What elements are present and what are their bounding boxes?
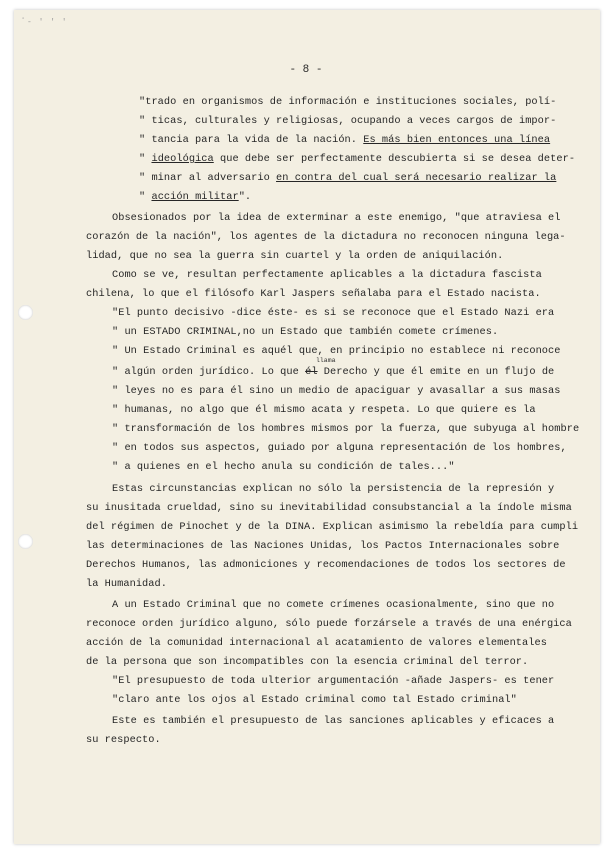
text-line: " leyes no es para él sino un medio de apaciguar y avasallar a sus masas xyxy=(112,385,561,397)
text-line: lidad, que no sea la guerra sin cuartel y la orden de aniquilación. xyxy=(86,250,504,262)
page-number: - 8 - xyxy=(289,64,323,76)
text-line: " minar al adversario en contra del cual será necesario realizar la xyxy=(139,172,557,184)
text-line: las determinaciones de las Naciones Unidas, los Pactos Internacionales sobre xyxy=(86,540,560,552)
text-line: " Un Estado Criminal es aquél que, en principio no establece ni reconoce xyxy=(112,345,561,357)
text-line: "El punto decisivo -dice éste- es si se reconoce que el Estado Nazi era xyxy=(112,307,555,319)
text-line: " tancia para la vida de la nación. Es más bien entonces una línea xyxy=(139,134,551,146)
text-line: " acción militar". xyxy=(139,191,252,203)
text-line: corazón de la nación", los agentes de la dictadura no reconocen ninguna lega- xyxy=(86,231,566,243)
text-line: Como se ve, resultan perfectamente aplicables a la dictadura fascista xyxy=(112,269,542,281)
text-line: " transformación de los hombres mismos por la fuerza, que subyuga al hombre xyxy=(112,423,580,435)
text-line: reconoce orden jurídico alguno, sólo puede forzársele a través de una enérgica xyxy=(86,618,572,630)
corner-mark: ﾟ- ' ' ' xyxy=(22,18,68,27)
text-line: Estas circunstancias explican no sólo la persistencia de la represión y xyxy=(112,483,555,495)
text-line: " un ESTADO CRIMINAL,no un Estado que también comete crímenes. xyxy=(112,326,499,338)
text-line: " algún orden jurídico. Lo que él Derecho y que él emite en un flujo de xyxy=(112,366,555,378)
text-line: acción de la comunidad internacional al acatamiento de valores elementales xyxy=(86,637,547,649)
text-line: Este es también el presupuesto de las sanciones aplicables y eficaces a xyxy=(112,715,555,727)
text-line: " humanas, no algo que él mismo acata y respeta. Lo que quiere es la xyxy=(112,404,536,416)
text-line: la Humanidad. xyxy=(86,578,167,590)
text-line: "trado en organismos de información e instituciones sociales, polí- xyxy=(139,96,557,108)
interlinear-insert: llama xyxy=(316,357,336,364)
text-line: "El presupuesto de toda ulterior argumentación -añade Jaspers- es tener xyxy=(112,675,555,687)
text-line: " a quienes en el hecho anula su condición de tales..." xyxy=(112,461,455,473)
text-line: " ideológica que debe ser perfectamente descubierta si se desea deter- xyxy=(139,153,576,165)
text-line: Obsesionados por la idea de exterminar a este enemigo, "que atraviesa el xyxy=(112,212,561,224)
punch-hole xyxy=(18,534,33,549)
text-line: Derechos Humanos, las admoniciones y recomendaciones de todos los sectores de xyxy=(86,559,566,571)
text-line: su respecto. xyxy=(86,734,161,746)
text-line: " en todos sus aspectos, guiado por alguna representación de los hombres, xyxy=(112,442,567,454)
text-line: chilena, lo que el filósofo Karl Jaspers señalaba para el Estado nacista. xyxy=(86,288,541,300)
text-line: A un Estado Criminal que no comete crímenes ocasionalmente, sino que no xyxy=(112,599,555,611)
text-line: su inusitada crueldad, sino su inevitabilidad consubstancial a la índole misma xyxy=(86,502,572,514)
punch-hole xyxy=(18,305,33,320)
text-line: del régimen de Pinochet y de la DINA. Explican asimismo la rebeldía para cumpli xyxy=(86,521,579,533)
text-line: de la persona que son incompatibles con la esencia criminal del terror. xyxy=(86,656,529,668)
text-line: " ticas, culturales y religiosas, ocupando a veces cargos de impor- xyxy=(139,115,557,127)
text-line: "claro ante los ojos al Estado criminal como tal Estado criminal" xyxy=(112,694,517,706)
